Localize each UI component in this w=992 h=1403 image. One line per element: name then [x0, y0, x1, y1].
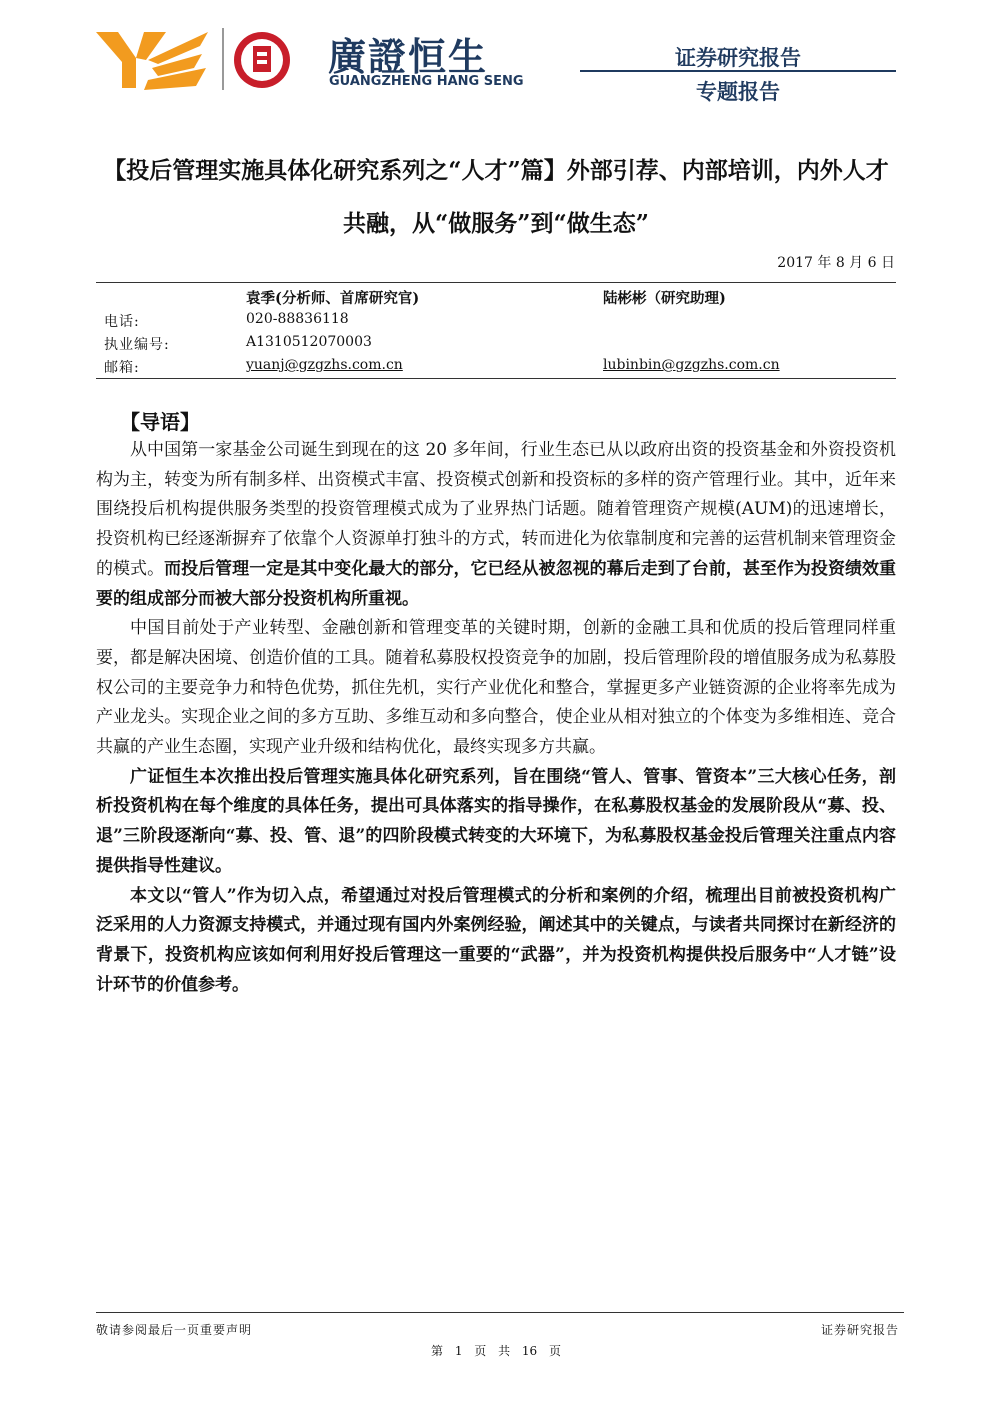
logo-name-en: GUANGZHENG HANG SENG [329, 74, 524, 89]
license-value: A1310512070003 [246, 334, 372, 350]
header-divider [580, 70, 896, 72]
paragraph-1-emphasis: 而投后管理一定是其中变化最大的部分，它已经从被忽视的幕后走到了台前，甚至作为投资绩效重要的组成部分而被大部分投资机构所重视。 [96, 558, 897, 609]
report-subtype: 专题报告 [696, 80, 780, 104]
paragraph-1 [96, 436, 896, 614]
report-date: 2017 年 8 月 6 日 [777, 255, 895, 271]
paragraph-4: 本文以“管人”作为切入点，希望通过对投后管理模式的分析和案例的介绍，梳理出目前被投资机构广泛采用的人力资源支持模式，并通过现有国内外案例经验，阐述其中的关键点，与读者共同探讨在新经济的背景下，投资机构应该如何利用好投后管理这一重要的“武器”，并为投资机构提供投后服务中“人才链”设计环节的价值参考。 [96, 885, 896, 995]
logo-name-cn: 廣證恒生 [328, 35, 489, 79]
analyst-1-name: 袁季(分析师、首席研究官) [246, 290, 420, 307]
phone-value: 020-88836118 [246, 311, 349, 327]
email-analyst-1[interactable]: yuanj@gzgzhs.com.cn [246, 357, 403, 373]
paragraph-3: 广证恒生本次推出投后管理实施具体化研究系列，旨在围绕“管人、管事、管资本”三大核心任务，剖析投资机构在每个维度的具体任务，提出可具体落实的指导操作，在私募股权基金的发展阶段从“募、投、退”三阶段逐渐向“募、投、管、退”的四阶段模式转变的大环境下，为私募股权基金投后管理关注重点内容提供指导性建议。 [96, 766, 896, 876]
email-label: 邮箱: [104, 360, 140, 376]
seal-icon [234, 32, 290, 88]
company-logo [96, 24, 526, 96]
analyst-2-name: 陆彬彬（研究助理) [603, 290, 726, 307]
analyst-bottom-rule [96, 378, 896, 379]
paragraph-2: 中国目前处于产业转型、金融创新和管理变革的关键时期，创新的金融工具和优质的投后管理同样重要，都是解决困境、创造价值的工具。随着私募股权投资竞争的加剧，投后管理阶段的增值服务成为私募股权公司的主要竞争力和特色优势，抓住先机，实行产业优化和整合，掌握更多产业链资源的企业将率先成为产业龙头。实现企业之间的多方互助、多维互动和多向整合，使企业从相对独立的个体变为多维相连、竞合共赢的产业生态圈，实现产业升级和结构优化，最终实现多方共赢。 [96, 618, 896, 758]
page-number: 第 1 页 共 16 页 [431, 1344, 561, 1358]
analyst-top-rule [96, 282, 896, 283]
paragraph-1-text: 从中国第一家基金公司诞生到现在的这 20 多年间，行业生态已从以政府出资的投资基金和外资投资机构为主，转变为所有制多样、出资模式丰富、投资模式创新和投资标的多样的资产管理行业。其中，近年来围绕投后机构提供服务类型的投资管理模式成为了业界热门话题。随着管理资产规模(AUM)的迅速增长，投资机构已经逐渐摒弃了依靠个人资源单打独斗的方式，转而进化为依靠制度和完善的运营机制来管理资金的模式。 [96, 440, 896, 579]
report-title: 【投后管理实施具体化研究系列之“人才”篇】外部引荐、内部培训，内外人才共融，从“做服务”到“做生态” [103, 157, 889, 237]
intro-body [96, 436, 896, 1000]
footer-rule [96, 1312, 904, 1313]
ye-logo-icon [96, 32, 208, 90]
report-type: 证券研究报告 [675, 46, 801, 70]
footer-disclaimer: 敬请参阅最后一页重要声明 [96, 1323, 253, 1337]
email-analyst-2[interactable]: lubinbin@gzgzhs.com.cn [603, 357, 780, 373]
license-label: 执业编号: [104, 337, 170, 353]
section-heading: 【导语】 [120, 410, 200, 434]
phone-label: 电话: [104, 314, 140, 330]
footer-report-type: 证券研究报告 [820, 1323, 899, 1337]
